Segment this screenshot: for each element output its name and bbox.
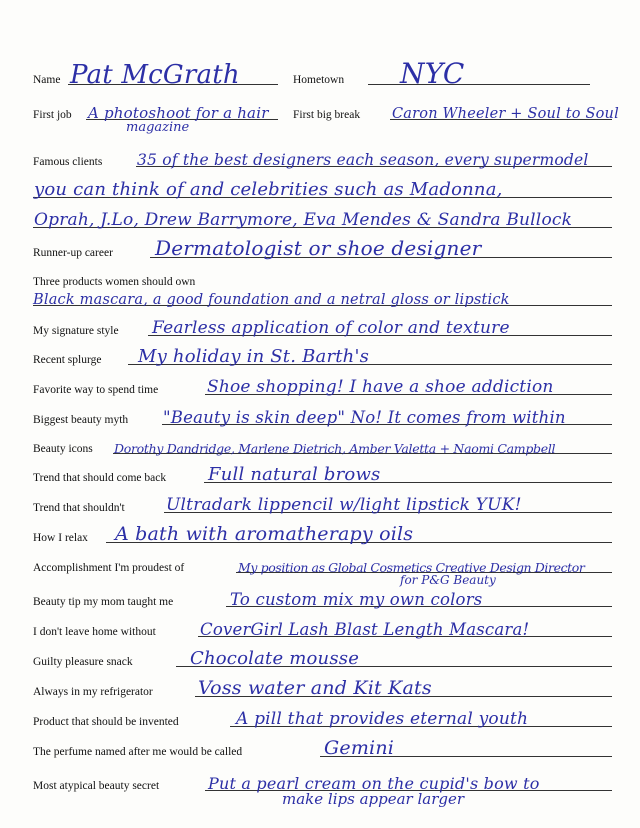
- row-recent-splurge: [0, 340, 640, 370]
- beauty-icons-label: Beauty icons: [33, 443, 93, 455]
- perfume-answer: Gemini: [324, 737, 395, 759]
- recent-splurge-label: Recent splurge: [33, 354, 102, 366]
- relax-answer: A bath with aromatherapy oils: [115, 523, 414, 545]
- row-dont-leave: [0, 612, 640, 642]
- beauty-myth-answer: "Beauty is skin deep" No! It comes from within: [163, 408, 566, 427]
- first-job-continuation: magazine: [126, 120, 190, 135]
- atypical-secret-continuation: make lips appear larger: [282, 790, 465, 808]
- row-guilty-pleasure: [0, 642, 640, 672]
- runner-up-career-answer: Dermatologist or shoe designer: [155, 236, 482, 260]
- trend-not-answer: Ultradark lippencil w/light lipstick YUK!: [166, 495, 522, 515]
- row-favorite-way: [0, 370, 640, 400]
- refrigerator-answer: Voss water and Kit Kats: [198, 677, 432, 699]
- first-job-answer: A photoshoot for a hair: [88, 104, 269, 122]
- signature-style-label: My signature style: [33, 325, 119, 337]
- beauty-icons-answer: Dorothy Dandridge, Marlene Dietrich, Amber Valetta + Naomi Campbell: [114, 441, 556, 456]
- runner-up-career-label: Runner-up career: [33, 247, 113, 259]
- accomplishment-continuation: for P&G Beauty: [400, 573, 496, 587]
- accomplishment-answer: My position as Global Cosmetics Creative Design Director: [238, 560, 585, 575]
- row-accomplishment: [0, 548, 640, 578]
- row-famous-clients-3: [0, 203, 640, 233]
- name-label: Name: [33, 74, 61, 86]
- first-big-break-label: First big break: [293, 109, 361, 121]
- row-mom-tip: [0, 582, 640, 612]
- three-products-answer: Black mascara, a good foundation and a netral gloss or lipstick: [33, 292, 510, 308]
- first-job-label: First job: [33, 109, 72, 121]
- accomplishment-label: Accomplishment I'm proudest of: [33, 562, 185, 574]
- hometown-label: Hometown: [293, 74, 345, 86]
- row-signature-style: [0, 311, 640, 341]
- dont-leave-label: I don't leave home without: [33, 626, 156, 638]
- row-famous-clients: [0, 142, 640, 172]
- favorite-way-answer: Shoe shopping! I have a shoe addiction: [207, 377, 554, 397]
- row-runner-up-career: [0, 233, 640, 263]
- invented-answer: A pill that provides eternal youth: [236, 709, 529, 729]
- row-name-hometown: [0, 57, 640, 90]
- row-relax: [0, 518, 640, 548]
- mom-tip-answer: To custom mix my own colors: [230, 590, 483, 609]
- row-beauty-icons: [0, 429, 640, 459]
- row-trend-not: [0, 488, 640, 518]
- famous-clients-line2: you can think of and celebrities such as Madonna,: [34, 179, 503, 200]
- dont-leave-answer: CoverGirl Lash Blast Length Mascara!: [200, 620, 530, 639]
- refrigerator-label: Always in my refrigerator: [33, 686, 153, 698]
- relax-label: How I relax: [33, 532, 88, 544]
- famous-clients-label: Famous clients: [33, 156, 103, 168]
- trend-back-label: Trend that should come back: [33, 472, 167, 484]
- row-first-job: [0, 95, 640, 125]
- signature-style-answer: Fearless application of color and texture: [152, 318, 510, 338]
- atypical-secret-answer: Put a pearl cream on the cupid's bow to: [208, 774, 540, 793]
- trend-not-label: Trend that shouldn't: [33, 502, 125, 514]
- favorite-way-label: Favorite way to spend time: [33, 384, 159, 396]
- guilty-pleasure-answer: Chocolate mousse: [190, 648, 360, 669]
- atypical-secret-label: Most atypical beauty secret: [33, 780, 160, 792]
- guilty-pleasure-label: Guilty pleasure snack: [33, 656, 133, 668]
- row-invented: [0, 702, 640, 732]
- row-beauty-myth: [0, 400, 640, 430]
- invented-label: Product that should be invented: [33, 716, 179, 728]
- row-perfume: [0, 732, 640, 762]
- three-products-label: Three products women should own: [33, 276, 196, 288]
- row-famous-clients-2: [0, 173, 640, 203]
- recent-splurge-answer: My holiday in St. Barth's: [138, 346, 370, 367]
- famous-clients-answer: 35 of the best designers each season, every supermodel: [137, 151, 589, 169]
- beauty-myth-label: Biggest beauty myth: [33, 414, 129, 426]
- famous-clients-line3: Oprah, J.Lo, Drew Barrymore, Eva Mendes & Sandra Bullock: [34, 210, 573, 230]
- trend-back-answer: Full natural brows: [208, 464, 381, 485]
- name-answer: Pat McGrath: [70, 60, 240, 90]
- row-trend-back: [0, 458, 640, 488]
- perfume-label: The perfume named after me would be called: [33, 746, 243, 758]
- hometown-answer: NYC: [400, 57, 465, 90]
- mom-tip-label: Beauty tip my mom taught me: [33, 596, 174, 608]
- row-three-products-answer: [0, 281, 640, 311]
- row-refrigerator: [0, 672, 640, 702]
- first-big-break-answer: Caron Wheeler + Soul to Soul: [392, 106, 619, 122]
